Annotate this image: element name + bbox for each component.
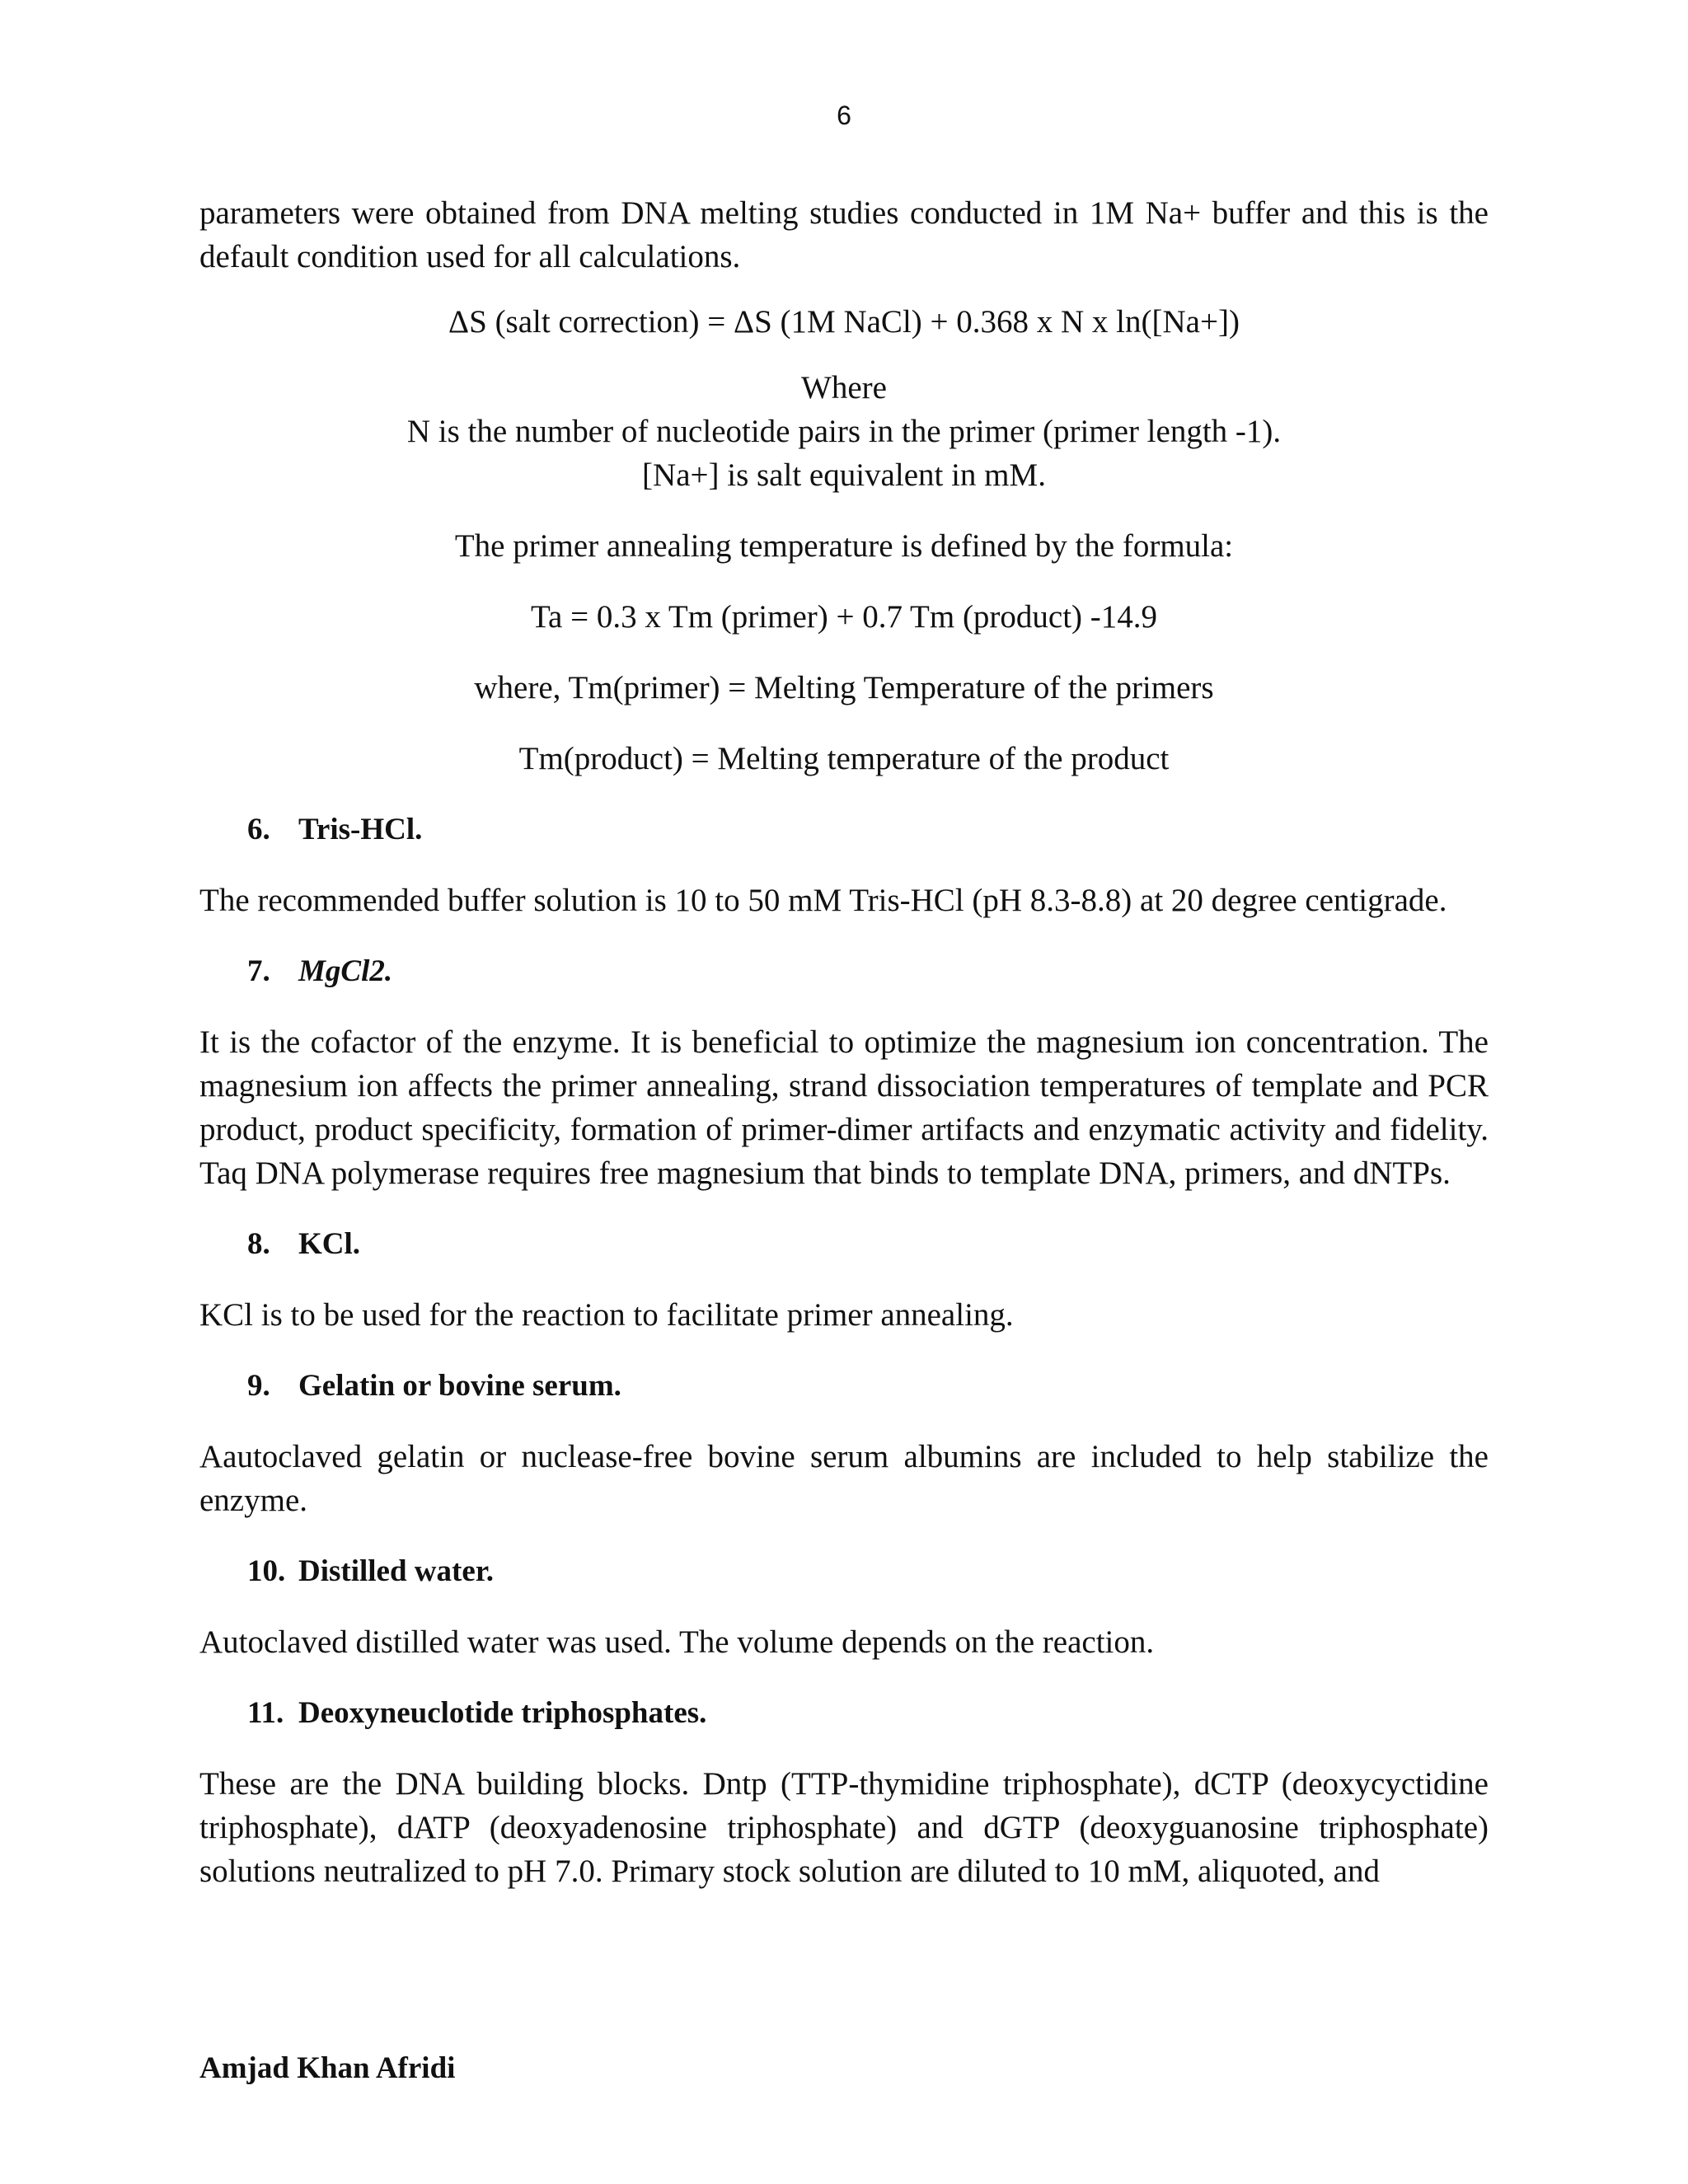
tm-primer-definition: where, Tm(primer) = Melting Temperature of the primers	[474, 670, 1214, 705]
section-heading-dntps	[247, 1691, 1489, 1735]
section-heading-mgcl2	[247, 949, 1489, 993]
section-body-tris-hcl: The recommended buffer solution is 10 to 50 mM Tris-HCl (pH 8.3-8.8) at 20 degree centigrade.	[199, 883, 1447, 918]
section-number: 6.	[247, 813, 270, 846]
section-heading-kcl	[247, 1222, 1489, 1266]
where-na-definition: [Na+] is salt equivalent in mM.	[642, 457, 1046, 493]
section-number: 8.	[247, 1227, 270, 1261]
section-heading-gelatin	[247, 1364, 1489, 1408]
section-body-dntps: These are the DNA building blocks. Dntp (TTP-thymidine triphosphate), dCTP (deoxycyctidine triphosphate), dATP (deoxyadenosine triphosphate) and dGTP (deoxyguanosine triphosphate) solutions neutralized to pH 7.0. Primary stock solution are diluted to 10 mM, aliquoted, and	[199, 1766, 1489, 1889]
section-number: 7.	[247, 954, 270, 988]
page-number: 6	[837, 101, 851, 130]
section-number: 10.	[247, 1554, 286, 1588]
section-title: Deoxyneuclotide triphosphates.	[298, 1696, 707, 1730]
where-n-definition: N is the number of nucleotide pairs in the primer (primer length -1).	[406, 414, 1282, 449]
page-body	[199, 191, 1489, 1893]
section-number: 11.	[247, 1696, 284, 1730]
section-body-distilled-water: Autoclaved distilled water was used. The volume depends on the reaction.	[199, 1624, 1155, 1660]
annealing-formula: Ta = 0.3 x Tm (primer) + 0.7 Tm (product) -14.9	[530, 599, 1158, 635]
section-heading-tris-hcl	[247, 808, 1489, 851]
section-body-gelatin: Aautoclaved gelatin or nuclease-free bovine serum albumins are included to help stabilize the enzyme.	[199, 1439, 1489, 1518]
intro-paragraph: parameters were obtained from DNA melting studies conducted in 1M Na+ buffer and this is the default condition used for all calculations.	[199, 195, 1489, 274]
tm-product-definition: Tm(product) = Melting temperature of the product	[518, 741, 1170, 776]
section-title: Distilled water.	[298, 1554, 495, 1588]
section-title: Tris-HCl.	[298, 813, 423, 846]
salt-correction-formula: ΔS (salt correction) = ΔS (1M NaCl) + 0.368 x N x ln([Na+])	[448, 304, 1240, 340]
section-number: 9.	[247, 1369, 270, 1403]
section-title: KCl.	[298, 1227, 361, 1261]
section-body-kcl: KCl is to be used for the reaction to facilitate primer annealing.	[199, 1297, 1014, 1333]
section-title: Gelatin or bovine serum.	[298, 1369, 621, 1403]
annealing-intro: The primer annealing temperature is defined by the formula:	[454, 528, 1234, 564]
footer-author: Amjad Khan Afridi	[199, 2051, 456, 2085]
where-label: Where	[801, 370, 887, 405]
section-body-mgcl2: It is the cofactor of the enzyme. It is beneficial to optimize the magnesium ion concentration. The magnesium ion affects the primer annealing, strand dissociation temperatures of template and PCR product, product specificity, formation of primer-dimer artifacts and enzymatic activity and fidelity. Taq DNA polymerase requires free magnesium that binds to template DNA, primers, and dNTPs.	[199, 1024, 1489, 1191]
section-title: MgCl2.	[298, 954, 393, 988]
section-heading-distilled-water	[247, 1549, 1489, 1593]
